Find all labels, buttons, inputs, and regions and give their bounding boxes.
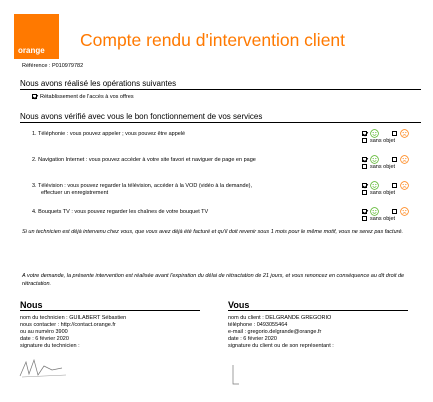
contact-url: nous contacter : http://contact.orange.fr [20, 322, 116, 328]
check-item-line: 4. Bouquets TV : vous pouvez regarder les chaînes de votre bouquet TV [32, 209, 209, 215]
check-item-television [32, 183, 352, 197]
feedback-group [362, 181, 409, 196]
technician-signature-label: signature du technicien : [20, 343, 80, 349]
smiley-sad-icon [400, 181, 409, 190]
check-item-line2: effectuer un enregistrement [41, 190, 109, 196]
nous-block [20, 302, 210, 350]
check-item-line: 1. Téléphonie : vous pouvez appeler ; vous pouvez être appelé [32, 131, 186, 137]
smiley-happy-icon [370, 155, 379, 164]
checkbox-icon[interactable] [392, 209, 397, 214]
technician-note: Si un technicien est déjà intervenu chez vous, que vous avez déjà été facturé et qu'il doit revenir sous 1 mois pour le même motif, vous ne serez pas facturé. [22, 229, 404, 235]
checked-box-icon[interactable] [362, 157, 367, 162]
client-name: nom du client : DELGRANDE GREGORIO [228, 315, 332, 321]
feedback-group [362, 207, 409, 222]
logo-text: orange [18, 46, 45, 55]
nous-date: date : 6 février 2020 [20, 336, 69, 342]
client-email: e-mail : gregorio.delgrande@orange.fr [228, 329, 322, 335]
checkbox-icon[interactable] [392, 157, 397, 162]
smiley-happy-icon [370, 129, 379, 138]
checkbox-icon[interactable] [362, 216, 367, 221]
feedback-group [362, 129, 409, 144]
page-title: Compte rendu d'intervention client [80, 30, 346, 50]
check-item-bouquets [32, 209, 352, 216]
feedback-group [362, 155, 409, 170]
smiley-sad-icon [400, 129, 409, 138]
check-item-line: 3. Télévision : vous pouvez regarder la télévision, accéder à la VOD (vidéo à la demande), [32, 183, 253, 189]
checkbox-icon[interactable] [392, 131, 397, 136]
no-object-label: sans objet [370, 216, 396, 222]
smiley-sad-icon [400, 207, 409, 216]
retraction-note: A votre demande, la présente intervention est réalisée avant l'expiration du délai de rétractation de 21 jours, et vous renoncez en conséquence au dit droit de rétractation. [22, 273, 405, 287]
checkbox-icon[interactable] [362, 190, 367, 195]
no-object-label: sans objet [370, 164, 396, 170]
section-operations-heading: Nous avons réalisé les opérations suivantes [20, 79, 421, 90]
no-object-label: sans objet [370, 138, 396, 144]
check-item-internet [32, 157, 352, 164]
vous-heading: Vous [228, 302, 408, 311]
smiley-happy-icon [370, 181, 379, 190]
vous-block [228, 302, 423, 350]
checkbox-icon[interactable] [362, 164, 367, 169]
nous-heading: Nous [20, 302, 200, 311]
smiley-happy-icon [370, 207, 379, 216]
client-phone: téléphone : 0493055464 [228, 322, 288, 328]
checked-box-icon [32, 94, 37, 99]
client-signature-icon [230, 364, 242, 386]
vous-date: date : 6 février 2020 [228, 336, 277, 342]
check-item-telephonie [32, 131, 352, 138]
contact-number: ou au numéro 3900 [20, 329, 68, 335]
checked-box-icon[interactable] [362, 209, 367, 214]
operation-item [32, 94, 134, 100]
section-check-heading: Nous avons vérifié avec vous le bon fonctionnement de vos services [20, 112, 421, 123]
no-object-label: sans objet [370, 190, 396, 196]
smiley-sad-icon [400, 155, 409, 164]
technician-signature-icon [18, 356, 68, 380]
checked-box-icon[interactable] [362, 131, 367, 136]
orange-logo [14, 14, 59, 59]
checked-box-icon[interactable] [362, 183, 367, 188]
check-item-line: 2. Navigation Internet : vous pouvez accéder à votre site favori et naviguer de page en page [32, 157, 256, 163]
checkbox-icon[interactable] [392, 183, 397, 188]
client-signature-label: signature du client ou de son représentant : [228, 343, 334, 349]
reference-number: Référence : P010979782 [22, 63, 84, 69]
operation-item-label: Rétablissement de l'accès à vos offres [40, 94, 134, 100]
checkbox-icon[interactable] [362, 138, 367, 143]
technician-name: nom du technicien : GUILABERT Sébastien [20, 315, 127, 321]
